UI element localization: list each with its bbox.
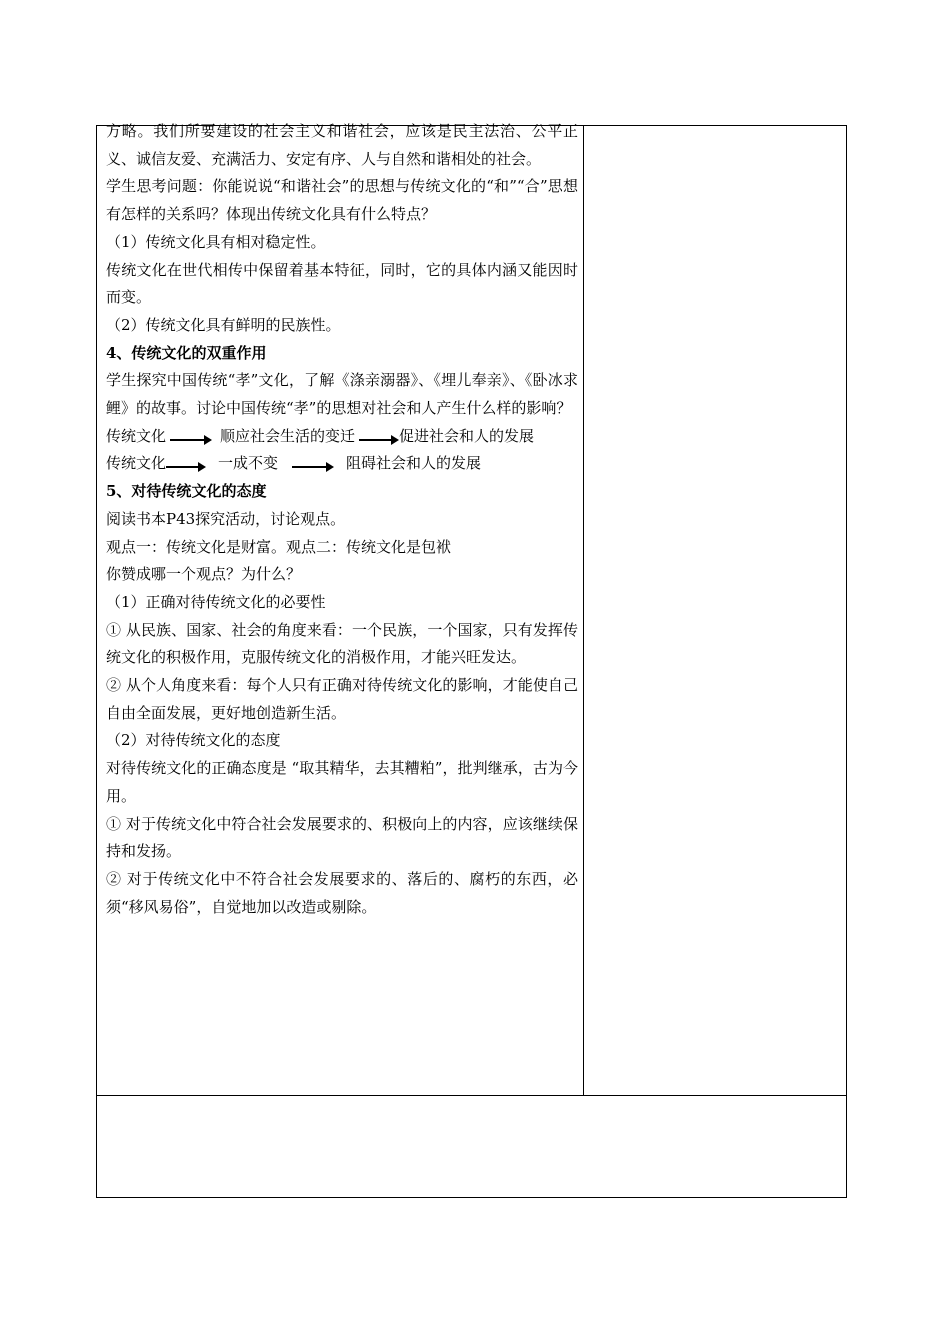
paragraph: 观点一：传统文化是财富。观点二：传统文化是包袱 (106, 537, 452, 556)
arrow-icon (170, 439, 210, 441)
paragraph: ① 对于传统文化中符合社会发展要求的、积极向上的内容，应该继续保持和发扬。 (106, 814, 578, 861)
paragraph: 阅读书本P43探究活动，讨论观点。 (106, 509, 346, 528)
main-content-cell (106, 118, 578, 921)
paragraph: 你赞成哪一个观点？为什么？ (106, 565, 302, 584)
flow-row-positive (106, 423, 578, 451)
paragraph: 传统文化在世代相传中保留着基本特征，同时，它的具体内涵又能因时而变。 (106, 260, 578, 307)
paragraph: 学生思考问题：你能说说“和谐社会”的思想与传统文化的“和”“合”思想有怎样的关系吗？体现出传统文化具有什么特点？ (106, 177, 578, 224)
paragraph: （1）传统文化具有相对稳定性。 (106, 232, 326, 251)
column-divider (583, 125, 584, 1095)
section-heading-5: 5、对待传统文化的态度 (106, 482, 267, 501)
paragraph: （2）传统文化具有鲜明的民族性。 (106, 315, 341, 334)
flow-middle: 顺应社会生活的变迁 (220, 426, 356, 445)
arrow-icon (359, 439, 397, 441)
paragraph: （1）正确对待传统文化的必要性 (106, 592, 326, 611)
flow-start: 传统文化 (106, 426, 167, 445)
paragraph: ② 对于传统文化中不符合社会发展要求的、落后的、腐朽的东西，必须“移风易俗”，自觉地加以改造或剔除。 (106, 869, 578, 916)
section-heading-4: 4、传统文化的双重作用 (106, 343, 267, 362)
paragraph: 学生探究中国传统“孝”文化，了解《涤亲溺器》、《埋儿奉亲》、《卧冰求鲤》的故事。讨论中国传统“孝”的思想对社会和人产生什么样的影响？ (106, 371, 578, 418)
flow-row-negative (106, 450, 578, 478)
arrow-icon (292, 466, 332, 468)
paragraph: 方略。我们所要建设的社会主义和谐社会，应该是民主法治、公平正义、诚信友爱、充满活力、安定有序、人与自然和谐相处的社会。 (106, 122, 578, 168)
flow-middle: 一成不变 (218, 454, 279, 473)
flow-start: 传统文化 (106, 454, 167, 473)
row-divider (96, 1095, 847, 1096)
arrow-icon (166, 466, 204, 468)
paragraph: 对待传统文化的正确态度是 “取其精华，去其糟粕”，批判继承，古为今用。 (106, 759, 578, 805)
paragraph: ① 从民族、国家、社会的角度来看：一个民族，一个国家，只有发挥传统文化的积极作用，克服传统文化的消极作用，才能兴旺发达。 (106, 620, 578, 667)
paragraph: （2）对待传统文化的态度 (106, 731, 281, 750)
flow-end: 阻碍社会和人的发展 (346, 454, 482, 473)
flow-end: 促进社会和人的发展 (399, 426, 535, 445)
paragraph: ② 从个人角度来看：每个人只有正确对待传统文化的影响，才能使自己自由全面发展，更好地创造新生活。 (106, 676, 578, 722)
